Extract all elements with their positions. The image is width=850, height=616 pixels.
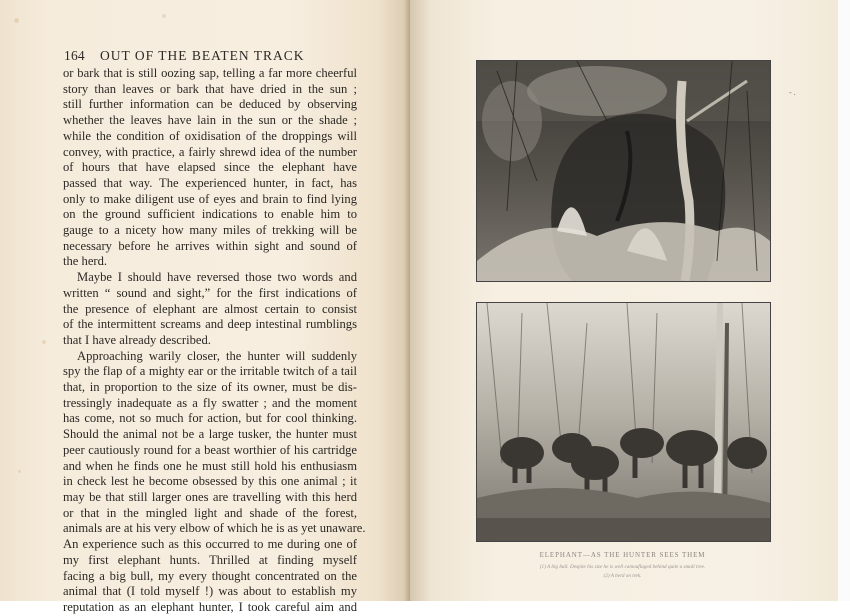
text-line: still further information can be deduced by observing xyxy=(63,97,357,112)
plate-caption: ELEPHANT—AS THE HUNTER SEES THEM xyxy=(539,551,706,559)
text-line: only to make diligent use of eyes and brain to find lying xyxy=(63,191,357,206)
left-page xyxy=(0,0,410,614)
text-line: on the ground sufficient indications to enable him to xyxy=(63,207,357,222)
margin-mark: - . xyxy=(789,88,796,97)
text-line: may be that still larger ones are travelling with this herd xyxy=(63,489,357,504)
body-text xyxy=(63,66,366,616)
text-line: or that in the mingled light and shade of the forest, xyxy=(63,505,357,520)
running-head-title: OUT OF THE BEATEN TRACK xyxy=(100,48,305,63)
text-line: written “ sound and sight,” for the first indications of xyxy=(63,285,357,300)
text-line: gauge to a nicety how many miles of trekking will be xyxy=(63,223,357,238)
text-line: in check lest he become obsessed by this one animal ; it xyxy=(63,474,357,489)
text-line: my first elephant hunts. Thrilled at finding myself xyxy=(63,552,357,567)
text-line: animal that (I told myself !) was about to establish my xyxy=(63,584,357,599)
text-line: whether the leaves have lain in the sun or the shade ; xyxy=(63,113,357,128)
text-line: Approaching warily closer, the hunter will suddenly xyxy=(77,348,357,363)
text-line: animals are at his very elbow of which he is as yet unaware. xyxy=(63,521,366,536)
plate-big-bull-photo xyxy=(476,60,771,282)
text-line: while the condition of oxidisation of the droppings will xyxy=(63,128,357,143)
text-line: has come, not so much for action, but for cool thinking. xyxy=(63,411,357,426)
text-line: Should the animal not be a large tusker, the hunter must xyxy=(63,427,357,442)
running-head xyxy=(64,48,364,64)
text-line: reputation as an elephant hunter, I took careful aim and xyxy=(63,599,357,614)
text-line: spy the flap of a mighty ear or the irritable twitch of a tail xyxy=(63,364,357,379)
text-line: or bark that is still oozing sap, telling a far more cheerful xyxy=(63,66,357,80)
text-line: that, in proportion to the size of its owner, must be dis- xyxy=(63,380,357,395)
text-line: and when he finds one he must still hold his enthusiasm xyxy=(63,458,357,473)
text-line: facing a big bull, my every thought concentrated on the xyxy=(63,568,357,583)
text-line: story than leaves or bark that have dried in the sun ; xyxy=(63,81,357,96)
text-line: Maybe I should have reversed those two words and xyxy=(77,270,357,285)
text-line: necessary before he arrives within sight and sound of xyxy=(63,238,357,253)
plate-herd-photo xyxy=(476,302,771,542)
text-line: that I have already described. xyxy=(63,332,211,347)
text-line: passed that way. The experienced hunter, in fact, has xyxy=(63,175,357,190)
text-line: An experience such as this occurred to me during one of xyxy=(63,537,357,552)
text-line: tressingly inadequate as a fly swatter ; and the moment xyxy=(63,395,357,410)
text-line: of the intermittent screams and deep intestinal rumblings xyxy=(63,317,357,332)
text-line: peer cautiously round for a beast worthier of his cartridge xyxy=(63,442,357,457)
text-line: the presence of elephant are almost certain to consist xyxy=(63,301,357,316)
text-line: of hours that have elapsed since the elephant have xyxy=(63,160,357,175)
page-edge xyxy=(838,0,850,601)
plate-subcaption-2: (2) A herd on trek. xyxy=(603,573,642,579)
plate-subcaption-1: (1) A big bull. Despite his size he is well camouflaged behind quite a small tree. xyxy=(539,564,706,570)
page-number: 164 xyxy=(64,48,85,63)
text-line: convey, with practice, a fairly shrewd idea of the number xyxy=(63,144,357,159)
text-line: the herd. xyxy=(63,254,108,269)
